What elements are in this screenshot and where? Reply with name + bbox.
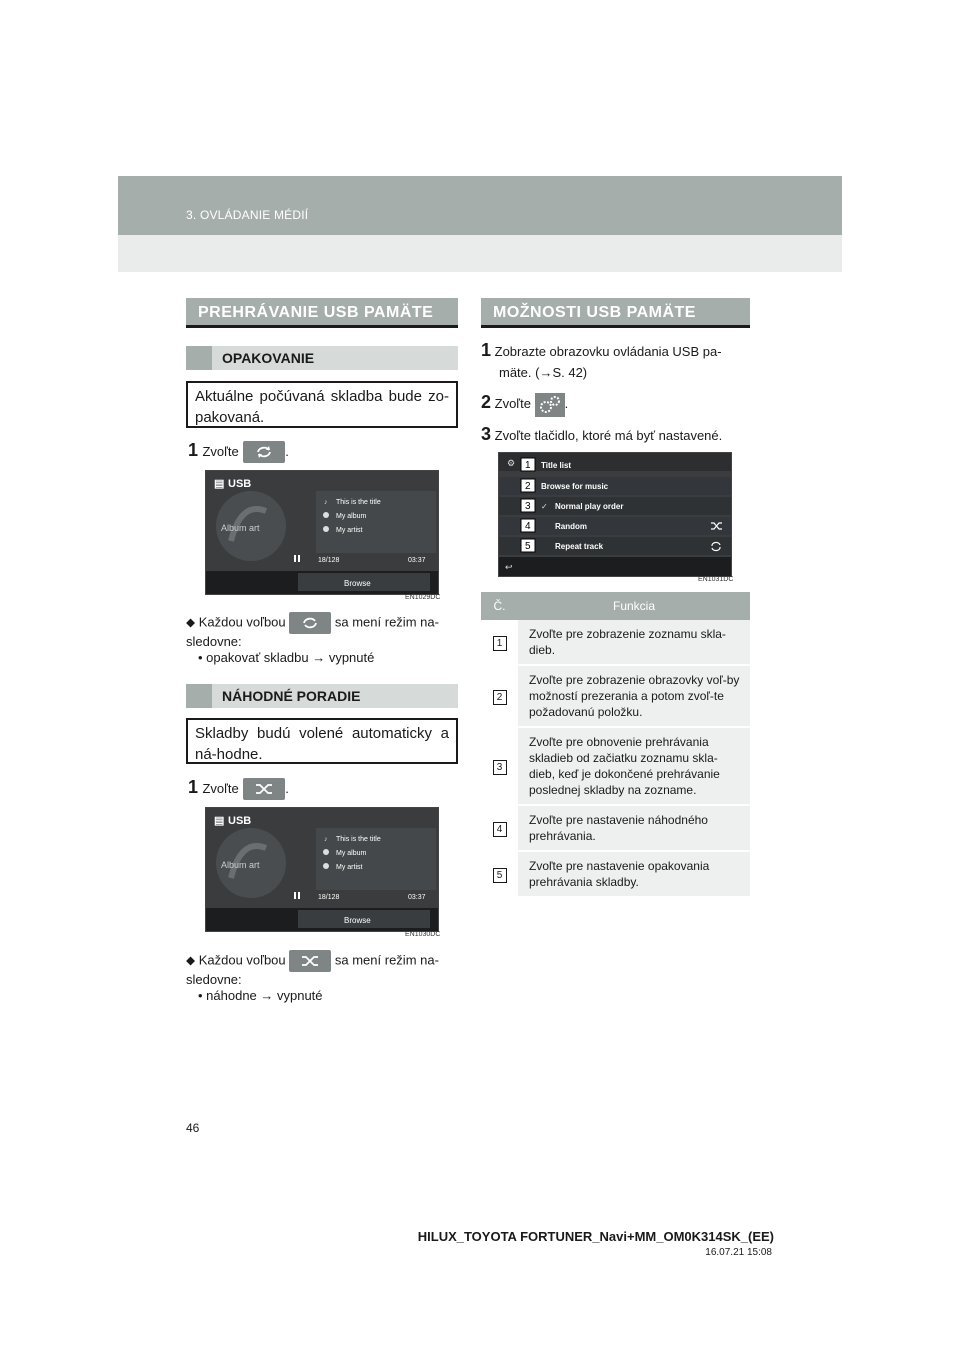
row-description: Zvoľte pre nastavenie opakovania prehrávania skladby.	[518, 851, 750, 897]
svg-text:▤: ▤	[214, 815, 225, 827]
step-text: Zvoľte tlačidlo, ktoré má byť nastavené.	[494, 428, 723, 443]
svg-text:♪: ♪	[324, 499, 328, 506]
row-number: 4	[493, 822, 507, 837]
track-title: This is the title	[336, 499, 381, 506]
row-description: Zvoľte pre zobrazenie obrazovky voľ-by možností prezerania a potom zvoľ-te požadovanú položku.	[518, 665, 750, 727]
image-code: EN1031DC	[698, 576, 734, 583]
row-description: Zvoľte pre zobrazenie zoznamu skla-dieb.	[518, 620, 750, 665]
column-header-num: Č.	[481, 592, 518, 620]
svg-text:▤: ▤	[214, 478, 225, 490]
image-code: EN1030DC	[405, 931, 441, 938]
page-number: 46	[186, 1121, 200, 1135]
table-row	[481, 851, 750, 897]
menu-repeat-track[interactable]: Repeat track	[555, 542, 604, 551]
table-row	[481, 805, 750, 851]
bullet-text-end: sa mení režim na-sledovne:	[186, 952, 439, 987]
function-table	[481, 592, 750, 898]
menu-title-list[interactable]: Title list	[541, 461, 572, 470]
step-text: Zvoľte	[202, 444, 239, 459]
album-art-label: Album art	[221, 523, 260, 533]
svg-text:2: 2	[525, 481, 531, 492]
browse-button: Browse	[344, 916, 371, 925]
section-title-usb-options: MOŽNOSTI USB PAMÄTE	[481, 298, 750, 328]
step-number: 1	[188, 777, 199, 797]
step-text-cont: mäte. (→S. 42)	[499, 365, 588, 380]
menu-random[interactable]: Random	[555, 522, 587, 531]
svg-text:✓: ✓	[541, 502, 548, 511]
step-text: Zvoľte	[494, 396, 531, 411]
usb-screen-random	[205, 807, 439, 932]
back-icon[interactable]: ↩	[505, 562, 513, 572]
bullet-repeat: ⬥ Každou voľbou sa mení režim na-sledovne: • opakovať skladbu → vypnuté	[186, 612, 458, 666]
artist-name: My artist	[336, 527, 363, 534]
table-row	[481, 665, 750, 727]
section-title-usb-playback: PREHRÁVANIE USB PAMÄTE	[186, 298, 458, 328]
album-name: My album	[336, 850, 367, 857]
track-counter: 18/128	[318, 894, 340, 901]
table-row	[481, 727, 750, 805]
step-text: Zvoľte	[202, 781, 239, 796]
row-description: Zvoľte pre obnovenie prehrávania skladieb od začiatku zoznamu skla-dieb, keď je dokončené prehrávanie poslednej skladby na zozname.	[518, 727, 750, 805]
source-label: USB	[228, 815, 252, 827]
header-bar	[118, 176, 842, 235]
step-repeat: 1 Zvoľte .	[188, 440, 289, 463]
svg-text:♪: ♪	[324, 836, 328, 843]
step-1	[481, 340, 750, 383]
svg-text:4: 4	[525, 521, 531, 532]
breadcrumb: 3. OVLÁDANIE MÉDIÍ	[186, 208, 309, 222]
image-code: EN1029DC	[405, 594, 441, 601]
menu-browse-for-music[interactable]: Browse for music	[541, 482, 609, 491]
svg-text:⚙: ⚙	[507, 458, 516, 468]
menu-normal-play-order[interactable]: Normal play order	[555, 502, 624, 511]
elapsed-time: 03:37	[408, 894, 426, 901]
subtitle-random: NÁHODNÉ PORADIE	[186, 684, 458, 708]
bullet-text: Každou voľbou	[198, 614, 286, 630]
gear-icon[interactable]	[535, 393, 565, 417]
usb-options-screen	[498, 452, 732, 577]
step-3	[481, 424, 722, 445]
table-row	[481, 620, 750, 665]
row-number: 2	[493, 690, 507, 705]
step-number: 1	[481, 340, 492, 360]
album-art-label: Album art	[221, 860, 260, 870]
print-date: 16.07.21 15:08	[705, 1247, 772, 1258]
note-random: Skladby budú volené automaticky a ná-hodne.	[186, 718, 458, 764]
step-2: 2 Zvoľte .	[481, 392, 568, 417]
elapsed-time: 03:37	[408, 557, 426, 564]
bullet-text: Každou voľbou	[198, 952, 286, 968]
shuffle-icon	[289, 950, 331, 972]
repeat-icon	[289, 612, 331, 634]
svg-text:3: 3	[525, 501, 531, 512]
svg-text:1: 1	[525, 460, 531, 471]
step-random: 1 Zvoľte .	[188, 777, 289, 800]
bullet-random: ⬥ Každou voľbou sa mení režim na-sledovne: • náhodne → vypnuté	[186, 950, 458, 1004]
note-repeat: Aktuálne počúvaná skladba bude zo-pakovaná.	[186, 381, 458, 428]
step-number: 1	[188, 440, 199, 460]
document-id: HILUX_TOYOTA FORTUNER_Navi+MM_OM0K314SK_(EE)	[417, 1229, 774, 1244]
artist-name: My artist	[336, 864, 363, 871]
bullet-mode-cycle: • opakovať skladbu → vypnuté	[198, 650, 375, 665]
source-label: USB	[228, 478, 252, 490]
subtitle-repeat: OPAKOVANIE	[186, 346, 458, 370]
browse-button: Browse	[344, 579, 371, 588]
row-description: Zvoľte pre nastavenie náhodného prehrávania.	[518, 805, 750, 851]
row-number: 5	[493, 868, 507, 883]
repeat-icon[interactable]	[243, 441, 285, 463]
shuffle-icon[interactable]	[243, 778, 285, 800]
row-number: 1	[493, 636, 507, 651]
usb-screen-repeat	[205, 470, 439, 595]
bullet-mode-cycle: • náhodne → vypnuté	[198, 988, 323, 1003]
step-number: 2	[481, 392, 492, 412]
bullet-text-end: sa mení režim na-sledovne:	[186, 614, 439, 649]
column-header-func: Funkcia	[518, 592, 750, 620]
track-title: This is the title	[336, 836, 381, 843]
step-number: 3	[481, 424, 492, 444]
track-counter: 18/128	[318, 557, 340, 564]
album-name: My album	[336, 513, 367, 520]
svg-text:5: 5	[525, 541, 531, 552]
row-number: 3	[493, 760, 507, 775]
step-text: Zobrazte obrazovku ovládania USB pa-	[494, 344, 722, 359]
